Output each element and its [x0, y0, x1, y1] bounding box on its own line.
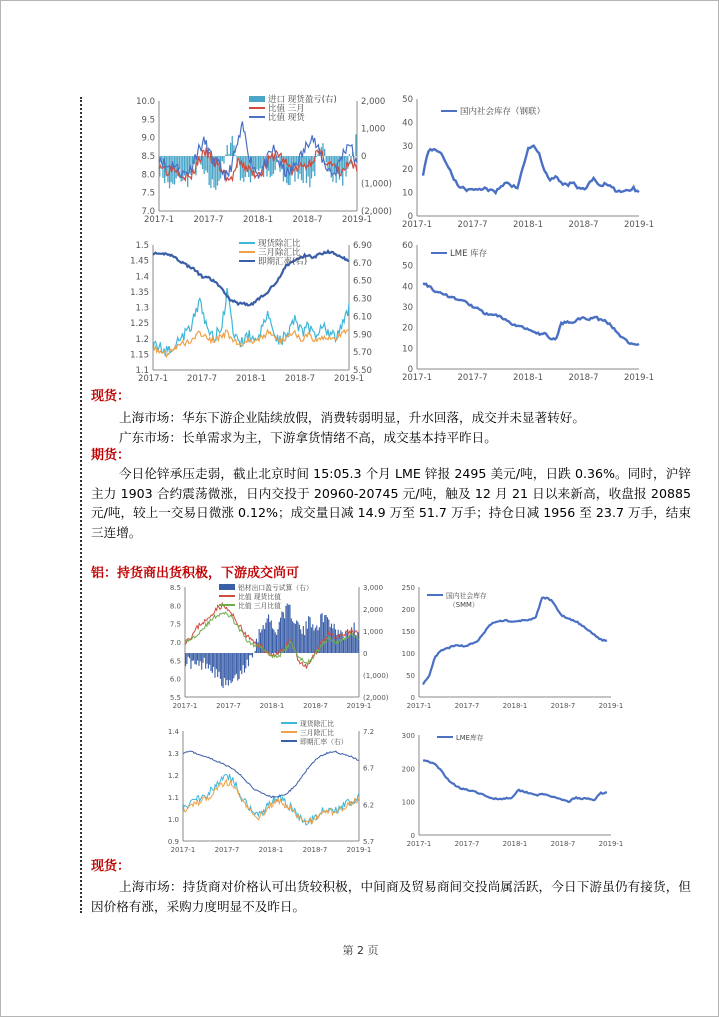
- zinc-c2-y-tick-label: 40: [402, 118, 413, 129]
- al-c1-profit-bar: [257, 642, 258, 653]
- al-c1-profit-bar: [284, 618, 285, 653]
- zinc-c1-legend-label: 比值 三月: [268, 104, 305, 114]
- al-c1-profit-bar: [214, 653, 215, 678]
- zinc-c4-y-tick-label: 60: [402, 241, 413, 251]
- zinc-c3-y-tick-label: 1.2: [135, 334, 149, 345]
- zinc-c4-series-line: [423, 283, 639, 344]
- zinc-futures-paragraph: 今日伦锌承压走弱，截止北京时间 15:05.3 个月 LME 锌报 2495 美元/吨，日跌 0.36%。同时，沪锌主力 1903 合约震荡微涨，日内交投于 20960-20745 元/吨，触及 12 月 21 日以来新高，收盘报 20885 元/吨，较上一交易日微涨 0.12%；成交量日减 14.9 万至 51.7 万手；持仓日减 1956 至 23.7 万手，结束三连增。: [91, 466, 691, 540]
- al-c3-series-spot-rate: [183, 751, 359, 797]
- al-c3-x-tick-label: 2019-1: [346, 846, 372, 854]
- al-c1-profit-bar: [235, 653, 236, 675]
- al-c1-profit-bar: [220, 653, 221, 679]
- zinc-c1-profit-bar: [332, 156, 333, 182]
- zinc-c1-profit-bar: [271, 156, 272, 176]
- al-c3-y2-tick-label: 6.2: [363, 801, 375, 810]
- zinc-c1-profit-bar: [344, 156, 345, 169]
- zinc-c2-x-tick-label: 2017-1: [401, 220, 433, 230]
- al-c1-profit-bar: [271, 620, 272, 653]
- zinc-c1-profit-bar: [349, 154, 350, 156]
- zinc-c1-y2-tick-label: 1,000: [361, 124, 386, 135]
- zinc-c3-y2-tick-label: 6.70: [353, 258, 372, 269]
- al-c1-profit-bar: [304, 635, 305, 653]
- zinc-c1-profit-bar: [232, 136, 233, 156]
- al-c1-profit-bar: [186, 653, 187, 664]
- zinc-c1-x-tick-label: 2018-1: [242, 215, 274, 225]
- al-c1-profit-bar: [311, 627, 312, 653]
- al-c1-profit-bar: [299, 625, 300, 653]
- al-c1-profit-bar: [236, 653, 237, 674]
- al-c1-profit-bar: [275, 632, 276, 653]
- al-c1-legend-swatch: [219, 584, 235, 590]
- zinc-c3-x-tick-label: 2018-7: [284, 374, 316, 384]
- al-c2-x-tick-label: 2018-1: [502, 702, 528, 710]
- al-c1-profit-bar: [346, 633, 347, 654]
- aluminum-spot-shanghai: 上海市场：持货商对价格认可出货较积极，中间商及贸易商间交投尚属活跃，今日下游虽仍有接货，但因价格有涨，采购力度明显不及昨日。: [91, 879, 691, 914]
- al-c4-x-tick-label: 2017-1: [406, 840, 432, 848]
- zinc-spot-heading: 现货：: [91, 389, 131, 404]
- zinc-c2-y-tick-label: 0: [407, 212, 413, 222]
- zinc-c3-y2-tick-label: 6.30: [353, 294, 372, 305]
- al-c1-profit-bar: [280, 618, 281, 653]
- zinc-c1-legend-swatch: [249, 96, 265, 102]
- al-c1-profit-bar: [233, 653, 234, 678]
- al-c1-y2-tick-label: 1,000: [363, 628, 384, 636]
- zinc-c1-profit-bar: [256, 156, 257, 170]
- zinc-c1-profit-bar: [303, 156, 304, 183]
- zinc-c1-y-tick-label: 8.5: [141, 152, 155, 162]
- al-c1-profit-bar: [213, 653, 214, 667]
- zinc-ratio-chart: [119, 91, 392, 233]
- al-c4-series-line: [423, 760, 607, 802]
- al-c2-x-tick-label: 2017-1: [406, 702, 432, 710]
- zinc-c1-profit-bar: [230, 143, 231, 156]
- zinc-c2-x-tick-label: 2018-1: [512, 220, 544, 230]
- al-c1-profit-bar: [307, 629, 308, 653]
- al-c1-profit-bar: [279, 622, 280, 653]
- zinc-c3-y-tick-label: 1.5: [135, 241, 149, 251]
- al-c1-profit-bar: [237, 653, 238, 681]
- zinc-c1-profit-bar: [317, 154, 318, 156]
- al-c3-x-tick-label: 2017-7: [214, 846, 240, 854]
- al-c1-profit-bar: [201, 653, 202, 670]
- al-c3-y2-tick-label: 6.7: [363, 764, 375, 773]
- zinc-c1-profit-bar: [311, 156, 312, 178]
- zinc-c1-profit-bar: [270, 156, 271, 177]
- al-c1-profit-bar: [350, 634, 351, 653]
- zinc-c1-series-ratio-spot: [159, 121, 357, 180]
- zinc-c2-y-tick-label: 50: [402, 95, 413, 105]
- al-c1-profit-bar: [308, 616, 309, 653]
- al-c1-profit-bar: [277, 629, 278, 653]
- zinc-c1-profit-bar: [260, 156, 261, 169]
- zinc-c3-legend-label: 即期汇率(右): [258, 257, 308, 267]
- al-c1-profit-bar: [355, 635, 356, 653]
- zinc-c3-y-tick-label: 1.15: [130, 350, 149, 361]
- zinc-c1-profit-bar: [312, 156, 313, 172]
- zinc-c3-y-tick-label: 1.25: [130, 319, 149, 330]
- zinc-c1-profit-bar: [223, 156, 224, 164]
- zinc-c1-profit-bar: [207, 156, 208, 173]
- zinc-c2-series-line: [423, 146, 639, 193]
- zinc-c3-legend-label: 三月除汇比: [258, 248, 301, 258]
- al-c3-series-spot-fx-ratio: [183, 774, 359, 825]
- zinc-c4-x-tick-label: 2018-7: [568, 373, 599, 383]
- zinc-c3-y-tick-label: 1.45: [130, 256, 149, 267]
- al-c1-profit-bar: [300, 629, 301, 653]
- zinc-c1-profit-bar: [324, 149, 325, 156]
- al-c1-profit-bar: [243, 653, 244, 665]
- al-c1-profit-bar: [339, 635, 340, 653]
- zinc-c2-x-tick-label: 2018-7: [568, 220, 599, 230]
- zinc-c2-y-tick-label: 10: [402, 188, 413, 199]
- al-c1-profit-bar: [227, 653, 228, 680]
- al-c3-y-tick-label: 0.9: [167, 838, 179, 846]
- zinc-c4-y-tick-label: 0: [407, 365, 413, 375]
- al-c1-profit-bar: [228, 653, 229, 686]
- al-c1-profit-bar: [231, 653, 232, 683]
- al-c4-x-tick-label: 2018-7: [550, 840, 576, 848]
- al-c1-legend-label: 比值 三月比值: [238, 602, 281, 610]
- zinc-c4-y-tick-label: 20: [402, 323, 413, 334]
- zinc-c1-profit-bar: [187, 156, 188, 187]
- al-c1-y2-tick-label: 2,000: [363, 606, 384, 614]
- al-c1-profit-bar: [189, 653, 190, 658]
- al-c1-profit-bar: [216, 653, 217, 669]
- al-c1-profit-bar: [259, 629, 260, 653]
- aluminum-ratio-chart: [161, 579, 395, 714]
- zinc-c2-y-tick-label: 20: [402, 165, 413, 176]
- al-c1-profit-bar: [267, 618, 268, 653]
- al-c1-profit-bar: [312, 624, 313, 653]
- al-c3-legend-label: 三月除汇比: [300, 729, 334, 737]
- al-c1-profit-bar: [252, 653, 253, 657]
- al-c1-profit-bar: [255, 651, 256, 653]
- al-c2-legend-label-sub: （SMM）: [449, 601, 479, 609]
- zinc-c1-y-tick-label: 8.0: [141, 170, 155, 181]
- zinc-c3-y2-tick-label: 6.10: [353, 312, 372, 323]
- zinc-c1-y-tick-label: 9.0: [141, 133, 155, 144]
- al-c1-y-tick-label: 8.0: [169, 602, 181, 611]
- zinc-c1-x-tick-label: 2017-7: [193, 215, 224, 225]
- zinc-c4-legend-label: LME 库存: [450, 249, 488, 259]
- zinc-c3-x-tick-label: 2019-1: [333, 374, 365, 384]
- zinc-futures-heading: 期货：: [91, 448, 131, 463]
- al-c1-profit-bar: [245, 653, 246, 668]
- al-c1-y2-tick-label: 0: [363, 650, 368, 658]
- al-c1-profit-bar: [198, 653, 199, 666]
- al-c1-profit-bar: [193, 653, 194, 660]
- al-c1-x-tick-label: 2019-1: [346, 702, 372, 710]
- zinc-c1-profit-bar: [355, 134, 356, 156]
- al-c1-profit-bar: [306, 621, 307, 653]
- zinc-c1-profit-bar: [240, 156, 241, 180]
- al-c1-profit-bar: [200, 653, 201, 661]
- al-c1-legend-label: 铝材出口盈亏试算（右）: [238, 584, 313, 592]
- zinc-c3-y2-tick-label: 5.90: [353, 330, 372, 341]
- zinc-c1-x-tick-label: 2019-1: [341, 215, 373, 225]
- al-c1-profit-bar: [314, 631, 315, 654]
- al-c1-profit-bar: [208, 653, 209, 669]
- zinc-c4-y-tick-label: 10: [402, 344, 413, 355]
- zinc-c4-y-tick-label: 50: [402, 261, 413, 272]
- zinc-c1-x-tick-label: 2018-7: [292, 215, 323, 225]
- al-c1-profit-bar: [326, 615, 327, 653]
- al-c2-x-tick-label: 2019-1: [598, 702, 624, 710]
- al-c1-profit-bar: [289, 605, 290, 653]
- al-c1-profit-bar: [221, 653, 222, 686]
- al-c2-series-line: [423, 598, 607, 685]
- zinc-c1-legend-label: 进口 现货盈亏(右): [268, 95, 337, 105]
- al-c1-profit-bar: [241, 653, 242, 674]
- al-c1-profit-bar: [217, 653, 218, 677]
- zinc-c2-legend-label: 国内社会库存（钢联）: [460, 107, 546, 117]
- zinc-c1-profit-bar: [176, 156, 177, 178]
- al-c2-y-tick-label: 0: [410, 694, 415, 702]
- zinc-c3-y2-tick-label: 5.70: [353, 348, 372, 359]
- al-c1-profit-bar: [247, 653, 248, 660]
- al-c1-y-tick-label: 8.5: [169, 584, 181, 592]
- al-c1-profit-bar: [192, 653, 193, 661]
- zinc-c1-profit-bar: [225, 155, 226, 156]
- al-c3-x-tick-label: 2018-1: [258, 846, 284, 854]
- al-c1-profit-bar: [343, 639, 344, 653]
- zinc-c1-y-tick-label: 7.0: [141, 207, 155, 217]
- zinc-c1-profit-bar: [235, 155, 236, 156]
- al-c1-profit-bar: [323, 622, 324, 653]
- zinc-c1-y-tick-label: 7.5: [141, 188, 155, 199]
- al-c1-x-tick-label: 2018-7: [303, 702, 328, 710]
- al-c1-y-tick-label: 6.0: [169, 675, 181, 684]
- zinc-c3-y-tick-label: 1.3: [135, 303, 149, 314]
- zinc-c1-profit-bar: [258, 156, 259, 171]
- al-c4-x-tick-label: 2017-7: [454, 840, 480, 848]
- al-c1-profit-bar: [291, 619, 292, 654]
- al-c3-y-tick-label: 1.4: [167, 728, 179, 736]
- al-c1-profit-bar: [261, 629, 262, 653]
- al-c1-profit-bar: [273, 630, 274, 653]
- zinc-c1-profit-bar: [209, 156, 210, 185]
- aluminum-fx-ratio-chart: [161, 717, 395, 855]
- al-c1-profit-bar: [219, 653, 220, 672]
- al-c1-legend-label: 比值 现货比值: [238, 593, 281, 601]
- al-c1-profit-bar: [283, 612, 284, 653]
- al-c3-legend-label: 现货除汇比: [300, 720, 334, 728]
- zinc-c1-profit-bar: [227, 145, 228, 156]
- al-c3-y-tick-label: 1.3: [167, 750, 179, 758]
- al-c1-y-tick-label: 7.5: [169, 620, 181, 629]
- zinc-c3-series-spot-rate: [153, 251, 349, 306]
- aluminum-section-title: 铝：持货商出货积极，下游成交尚可: [91, 566, 300, 581]
- al-c1-y2-tick-label: (1,000): [363, 672, 389, 680]
- al-c1-profit-bar: [244, 653, 245, 673]
- al-c1-profit-bar: [223, 653, 224, 688]
- al-c1-profit-bar: [188, 653, 189, 657]
- al-c1-profit-bar: [310, 617, 311, 653]
- al-c2-y-tick-label: 100: [401, 650, 415, 658]
- al-c3-y-tick-label: 1.0: [167, 816, 179, 824]
- zinc-c2-y-tick-label: 30: [402, 141, 413, 152]
- al-c1-profit-bar: [335, 629, 336, 653]
- al-c1-x-tick-label: 2017-1: [172, 702, 198, 710]
- al-c1-profit-bar: [322, 613, 323, 653]
- al-c1-profit-bar: [229, 653, 230, 680]
- zinc-c3-x-tick-label: 2017-7: [186, 374, 218, 384]
- aluminum-spot-heading: 现货：: [91, 859, 131, 874]
- al-c1-profit-bar: [260, 633, 261, 654]
- zinc-c4-x-tick-label: 2017-1: [401, 373, 433, 383]
- page-number: 第 2 页: [342, 944, 379, 957]
- zinc-c1-profit-bar: [301, 156, 302, 180]
- al-c1-y2-tick-label: 3,000: [363, 584, 384, 592]
- al-c1-profit-bar: [210, 653, 211, 671]
- zinc-c1-y-tick-label: 10.0: [136, 97, 155, 107]
- zinc-c1-y2-tick-label: (1,000): [361, 179, 392, 190]
- zinc-c2-x-tick-label: 2019-1: [623, 220, 655, 230]
- zinc-c4-x-tick-label: 2018-1: [512, 373, 544, 383]
- zinc-c1-x-tick-label: 2017-1: [143, 215, 175, 225]
- al-c1-profit-bar: [185, 653, 186, 666]
- zinc-c1-profit-bar: [204, 156, 205, 174]
- zinc-c1-y2-tick-label: (2,000): [361, 207, 392, 217]
- zinc-c3-legend-label: 现货除汇比: [258, 239, 301, 249]
- aluminum-domestic-inventory-chart: [391, 579, 624, 714]
- zinc-domestic-inventory-chart: [389, 91, 655, 233]
- al-c4-y-tick-label: 0: [410, 832, 415, 840]
- al-c1-profit-bar: [281, 612, 282, 654]
- al-c1-profit-bar: [348, 636, 349, 653]
- al-c3-y2-tick-label: 5.7: [363, 838, 375, 846]
- al-c2-y-tick-label: 150: [401, 628, 415, 636]
- zinc-c4-y-tick-label: 40: [402, 282, 413, 293]
- al-c3-x-tick-label: 2018-7: [302, 846, 328, 854]
- al-c1-profit-bar: [204, 653, 205, 658]
- al-c3-y-tick-label: 1.1: [167, 794, 179, 802]
- al-c1-profit-bar: [303, 626, 304, 653]
- zinc-c3-y-tick-label: 1.4: [135, 272, 149, 283]
- al-c1-profit-bar: [190, 653, 191, 669]
- al-c4-x-tick-label: 2019-1: [598, 840, 624, 848]
- zinc-c3-y2-tick-label: 6.50: [353, 276, 372, 287]
- al-c1-profit-bar: [276, 635, 277, 653]
- al-c1-profit-bar: [272, 628, 273, 653]
- zinc-c3-y-tick-label: 1.35: [130, 287, 149, 298]
- al-c2-x-tick-label: 2018-7: [550, 702, 576, 710]
- al-c1-profit-bar: [301, 634, 302, 653]
- al-c1-profit-bar: [202, 653, 203, 663]
- al-c1-profit-bar: [240, 653, 241, 671]
- zinc-c1-profit-bar: [205, 156, 206, 171]
- zinc-c3-x-tick-label: 2018-1: [235, 374, 267, 384]
- al-c1-profit-bar: [297, 622, 298, 653]
- al-c1-profit-bar: [330, 627, 331, 653]
- al-c1-profit-bar: [232, 653, 233, 682]
- zinc-c4-x-tick-label: 2017-7: [457, 373, 488, 383]
- al-c1-profit-bar: [315, 628, 316, 653]
- al-c4-x-tick-label: 2018-1: [502, 840, 528, 848]
- al-c2-y-tick-label: 250: [401, 584, 415, 592]
- al-c1-profit-bar: [212, 653, 213, 673]
- zinc-c1-y2-tick-label: 2,000: [361, 97, 386, 107]
- zinc-c1-profit-bar: [222, 156, 223, 161]
- zinc-c3-series-spot-fx-ratio: [153, 288, 349, 356]
- al-c3-y2-tick-label: 7.2: [363, 728, 375, 736]
- zinc-c3-y-tick-label: 1.1: [135, 366, 149, 376]
- al-c1-profit-bar: [268, 614, 269, 653]
- zinc-lme-inventory-chart: [389, 235, 655, 385]
- zinc-c1-profit-bar: [228, 154, 229, 156]
- zinc-c1-legend-label: 比值 现货: [268, 113, 305, 123]
- al-c1-profit-bar: [225, 653, 226, 685]
- al-c1-profit-bar: [265, 623, 266, 653]
- zinc-spot-guangdong: 广东市场：长单需求为主，下游拿货情绪不高，成交基本持平昨日。: [119, 430, 497, 445]
- zinc-c3-y2-tick-label: 5.50: [353, 366, 372, 376]
- zinc-c1-profit-bar: [316, 156, 317, 157]
- zinc-c3-x-tick-label: 2017-1: [137, 374, 169, 384]
- zinc-c4-x-tick-label: 2019-1: [623, 373, 655, 383]
- al-c4-y-tick-label: 100: [401, 798, 415, 807]
- al-c1-profit-bar: [324, 615, 325, 653]
- zinc-c1-profit-bar: [326, 156, 327, 162]
- zinc-c1-profit-bar: [167, 156, 168, 182]
- al-c1-profit-bar: [206, 653, 207, 664]
- al-c4-y-tick-label: 300: [401, 732, 415, 740]
- al-c2-legend-label: 国内社会库存: [446, 592, 487, 600]
- al-c1-y-tick-label: 6.5: [169, 657, 181, 666]
- zinc-c4-y-tick-label: 30: [402, 303, 413, 313]
- al-c3-x-tick-label: 2017-1: [170, 846, 196, 854]
- al-c3-y-tick-label: 1.2: [167, 772, 179, 780]
- al-c1-profit-bar: [205, 653, 206, 669]
- al-c1-profit-bar: [239, 653, 240, 679]
- al-c4-legend-label: LME库存: [456, 734, 484, 742]
- aluminum-lme-inventory-chart: [391, 725, 624, 855]
- al-c1-profit-bar: [209, 653, 210, 665]
- zinc-spot-shanghai: 上海市场：华东下游企业陆续放假，消费转弱明显，升水回落，成交并未显著转好。: [119, 410, 585, 425]
- al-c2-y-tick-label: 50: [406, 672, 415, 680]
- al-c1-profit-bar: [224, 653, 225, 678]
- al-c1-profit-bar: [197, 653, 198, 661]
- al-c1-y-tick-label: 5.5: [169, 694, 181, 702]
- zinc-c3-y2-tick-label: 6.90: [353, 241, 372, 251]
- al-c1-profit-bar: [196, 653, 197, 665]
- al-c1-profit-bar: [248, 653, 249, 666]
- al-c4-y-tick-label: 200: [401, 765, 415, 774]
- al-c1-profit-bar: [251, 653, 252, 655]
- al-c2-y-tick-label: 200: [401, 606, 415, 614]
- al-c1-x-tick-label: 2018-1: [259, 702, 285, 710]
- al-c3-series-3m-fx-ratio: [183, 780, 359, 824]
- al-c1-profit-bar: [194, 653, 195, 664]
- al-c1-profit-bar: [269, 622, 270, 653]
- al-c1-y-tick-label: 7.0: [169, 639, 181, 647]
- margin-dotted-line: [80, 97, 82, 913]
- zinc-c1-y-tick-label: 9.5: [141, 115, 155, 126]
- zinc-fx-ratio-chart: [119, 235, 381, 385]
- al-c2-x-tick-label: 2017-7: [454, 702, 480, 710]
- al-c1-profit-bar: [296, 620, 297, 653]
- al-c1-profit-bar: [249, 653, 250, 655]
- al-c1-x-tick-label: 2017-7: [216, 702, 241, 710]
- al-c1-y2-tick-label: (2,000): [363, 694, 389, 702]
- zinc-c1-profit-bar: [179, 156, 180, 169]
- zinc-c1-y2-tick-label: 0: [361, 152, 367, 162]
- al-c3-legend-label: 即期汇率（右）: [300, 738, 348, 746]
- zinc-c2-x-tick-label: 2017-7: [457, 220, 488, 230]
- al-c1-profit-bar: [344, 639, 345, 653]
